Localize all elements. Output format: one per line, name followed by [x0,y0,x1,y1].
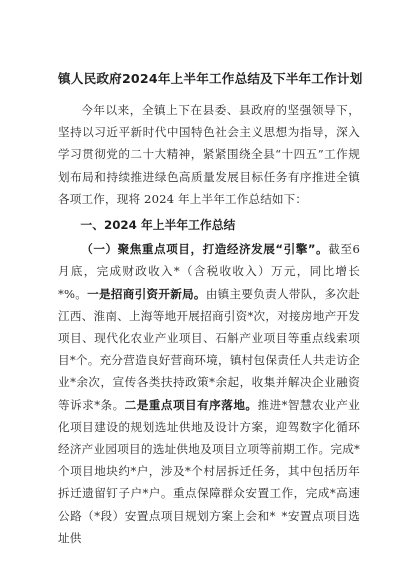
point-heading: 一是招商引资开新局。 [87,286,206,301]
point-heading: 二是重点项目有序落地。 [124,397,258,412]
point-text: 推进*智慧农业产业化项目建设的规划选址供地及设计方案，迎驾数字化循环经济产业园项目的选址供地及项目立项等前期工作。完成*个项目地块约*户，涉及*个村居拆迁任务，其中包括历年拆迁遗留钉子户*户。重点保障群众安置工作，完成*高速公路（*段）安置点项目规划方案上会和* *安置点项目选址供 [58,397,361,545]
subsection-text: 截至6月底，完成财政收入*（含税收收入）万元，同比增长*%。 [58,242,360,301]
subsection-paragraph [58,238,360,549]
document-title: 镇人民政府2024年上半年工作总结及下半年工作计划 [58,71,363,86]
section-heading: 一、2024 年上半年工作总结 [80,218,236,233]
point-text: 由镇主要负责人带队，多次赴江西、淮南、上海等地开展招商引资*次，对接房地产开发项目、现代化农业产业项目、石斛产业项目等重点线索项目*个。充分营造良好营商环境，镇村包保责任人共走访企业*余次，宣传各类扶持政策*余起，收集并解决企业融资等诉求*条。 [58,286,360,412]
intro-paragraph: 今年以来，全镇上下在县委、县政府的坚强领导下，坚持以习近平新时代中国特色社会主义思想为指导，深入学习贯彻党的二十大精神，紧紧围绕全县“十四五”工作规划布局和持续推进绿色高质量发展目标任务有序推进全镇各项工作，现将 2024 年上半年工作总结如下： [58,103,360,206]
subsection-heading: （一）聚焦重点项目，打造经济发展“引擎”。 [81,242,329,257]
